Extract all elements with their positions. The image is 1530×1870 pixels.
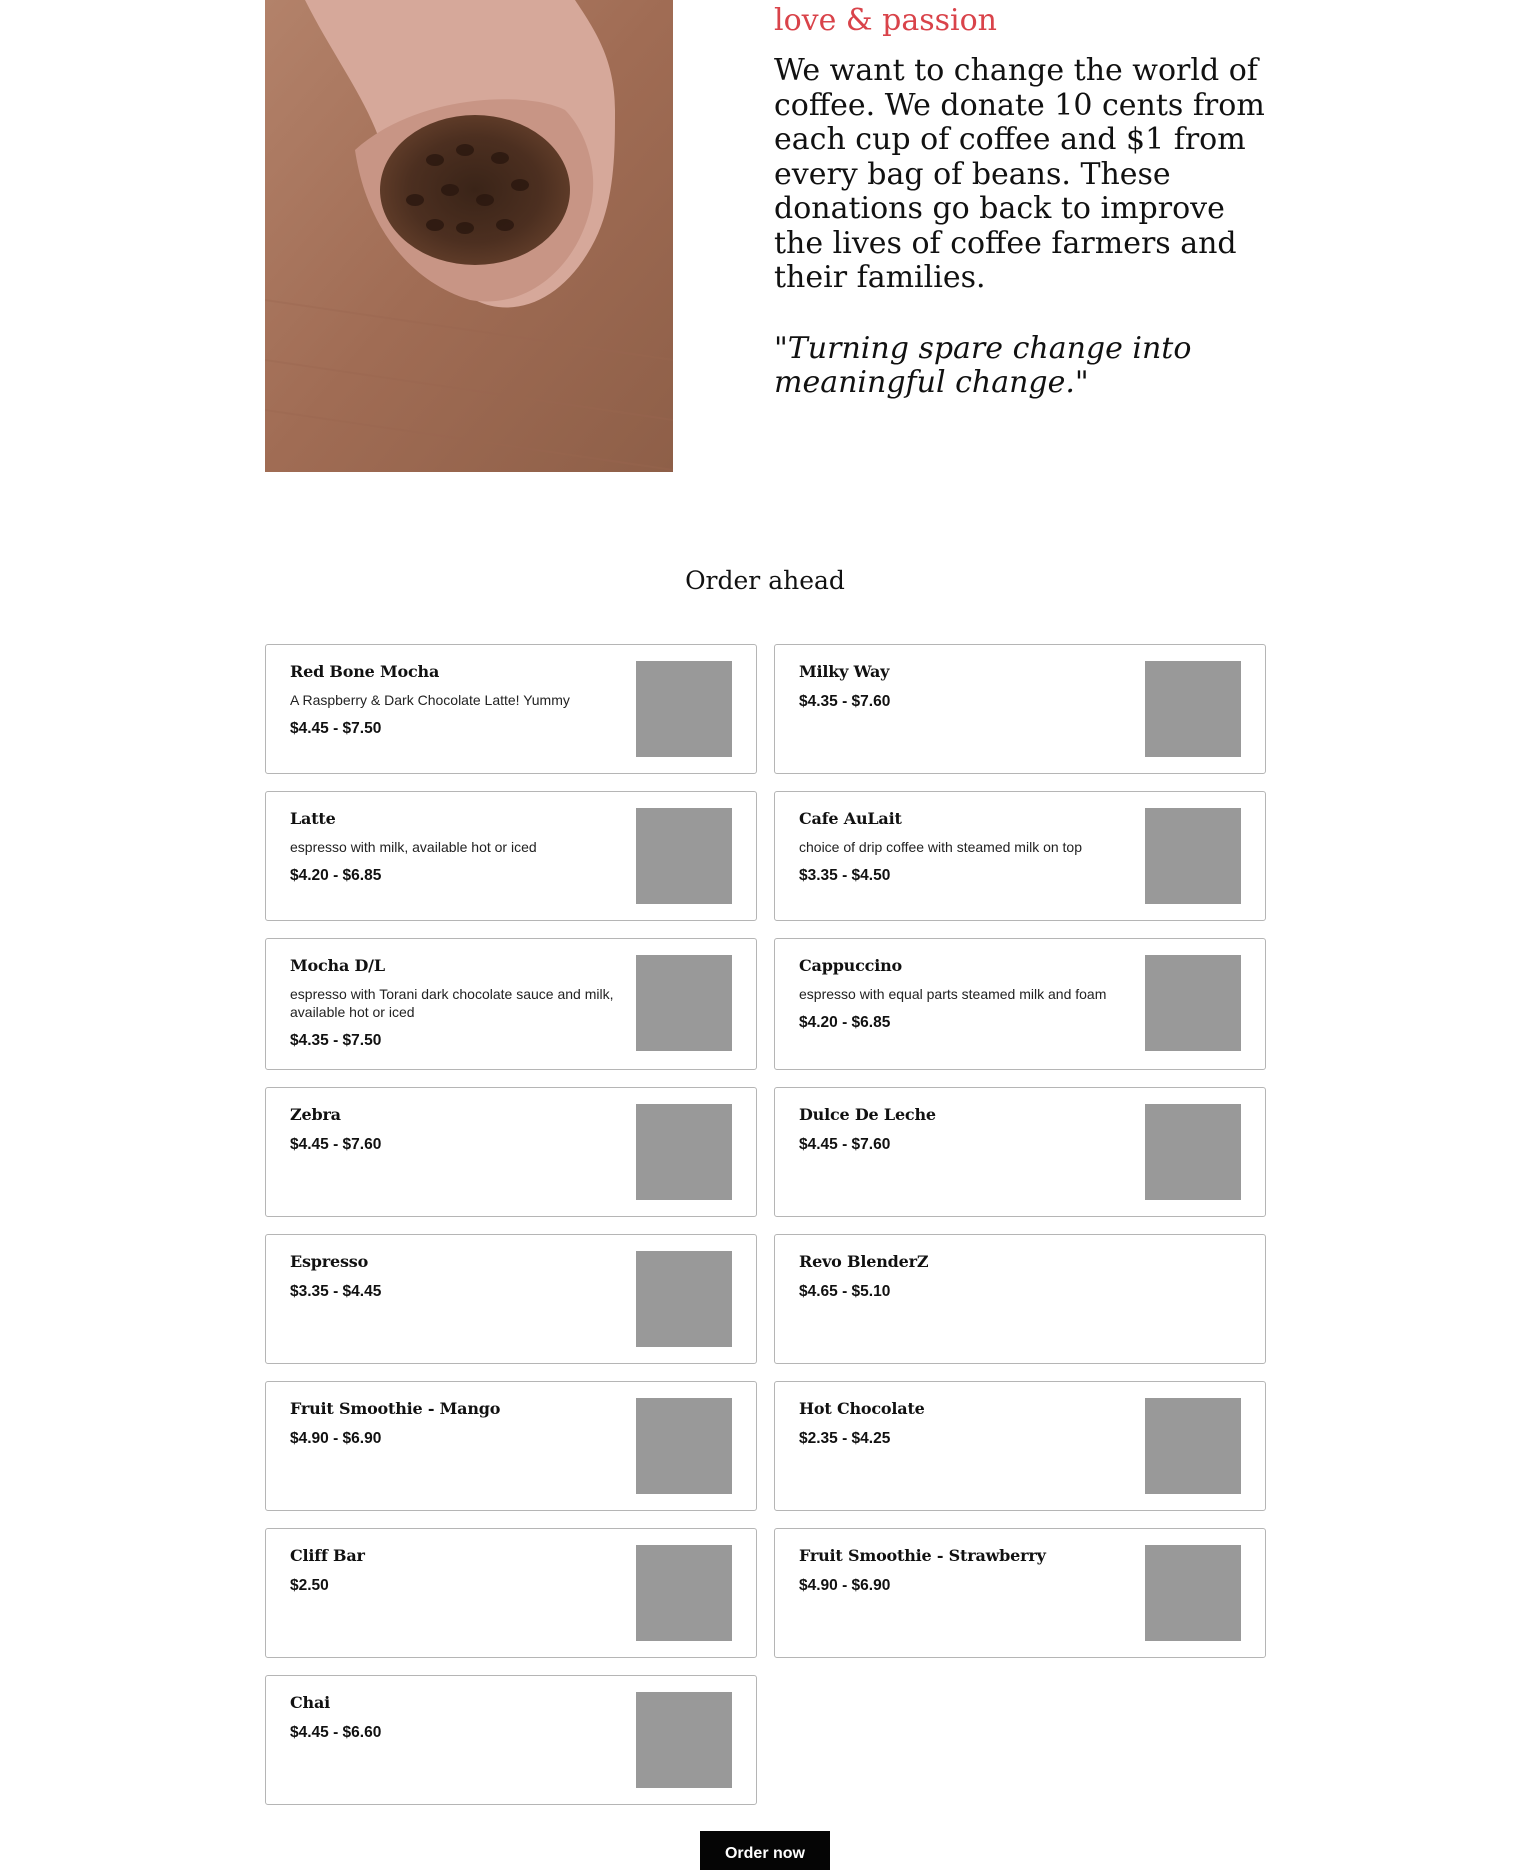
menu-item-card[interactable] <box>774 1234 1266 1364</box>
menu-item-thumbnail <box>636 1251 732 1347</box>
menu-item-thumbnail <box>1145 1104 1241 1200</box>
menu-item-name: Fruit Smoothie - Mango <box>290 1399 501 1418</box>
menu-item-price: $2.50 <box>290 1577 329 1594</box>
menu-item-price: $4.20 - $6.85 <box>290 867 382 884</box>
menu-item-price: $4.45 - $7.60 <box>799 1136 891 1153</box>
menu-item-description: A Raspberry & Dark Chocolate Latte! Yummy <box>290 692 570 708</box>
menu-item-description: espresso with milk, available hot or iced <box>290 839 537 855</box>
menu-item-card[interactable] <box>265 938 757 1070</box>
menu-item-name: Cliff Bar <box>290 1546 365 1565</box>
menu-item-thumbnail <box>636 955 732 1051</box>
menu-item-thumbnail <box>1145 955 1241 1051</box>
menu-item-name: Zebra <box>290 1105 341 1124</box>
menu-item-card[interactable] <box>265 1528 757 1658</box>
menu-item-card[interactable] <box>774 1381 1266 1511</box>
order-ahead-title: Order ahead <box>685 566 845 595</box>
menu-item-name: Cappuccino <box>799 956 902 975</box>
menu-item-description: espresso with Torani dark chocolate sauce and milk, available hot or iced <box>290 986 614 1020</box>
menu-item-name: Hot Chocolate <box>799 1399 925 1418</box>
menu-item-card[interactable] <box>265 1381 757 1511</box>
menu-item-thumbnail <box>636 661 732 757</box>
hero-text <box>774 0 1274 401</box>
menu-item-name: Espresso <box>290 1252 369 1271</box>
menu-item-thumbnail <box>1145 1545 1241 1641</box>
menu-item-description: choice of drip coffee with steamed milk on top <box>799 839 1083 855</box>
hero-body: We want to change the world of coffee. We donate 10 cents from each cup of coffee and $1 from every bag of beans. These donations go back to improve the lives of coffee farmers and their families. <box>774 53 1265 295</box>
menu-item-card[interactable] <box>774 1087 1266 1217</box>
menu-item-thumbnail <box>636 1104 732 1200</box>
menu-item-card[interactable] <box>265 1234 757 1364</box>
menu-item-card[interactable] <box>774 1528 1266 1658</box>
menu-item-price: $2.35 - $4.25 <box>799 1430 891 1447</box>
menu-item-name: Mocha D/L <box>290 956 385 975</box>
menu-item-price: $4.90 - $6.90 <box>799 1577 891 1594</box>
menu-item-thumbnail <box>1145 1398 1241 1494</box>
menu-item-name: Chai <box>290 1693 331 1712</box>
order-now-button[interactable]: Order now <box>700 1831 830 1870</box>
menu-item-name: Cafe AuLait <box>799 809 902 828</box>
menu-item-description: espresso with equal parts steamed milk and foam <box>799 986 1107 1002</box>
menu-item-card[interactable] <box>265 1675 757 1805</box>
menu-item-price: $4.65 - $5.10 <box>799 1283 891 1300</box>
menu-item-price: $4.90 - $6.90 <box>290 1430 382 1447</box>
menu-item-name: Red Bone Mocha <box>290 662 440 681</box>
menu-item-price: $4.45 - $7.60 <box>290 1136 382 1153</box>
menu-item-card[interactable] <box>774 644 1266 774</box>
menu-item-thumbnail <box>1145 661 1241 757</box>
menu-item-thumbnail <box>636 1398 732 1494</box>
menu-item-name: Latte <box>290 809 336 828</box>
menu-item-card[interactable] <box>265 1087 757 1217</box>
menu-item-thumbnail <box>636 1545 732 1641</box>
hero-quote: "Turning spare change into meaningful change." <box>774 330 1192 400</box>
menu-item-price: $4.20 - $6.85 <box>799 1014 891 1031</box>
menu-item-price: $4.35 - $7.60 <box>799 693 891 710</box>
menu-item-card[interactable] <box>774 791 1266 921</box>
menu-grid <box>265 644 1266 1805</box>
menu-item-thumbnail <box>636 1692 732 1788</box>
menu-item-price: $4.45 - $6.60 <box>290 1724 382 1741</box>
menu-item-price: $4.45 - $7.50 <box>290 720 382 737</box>
menu-item-thumbnail <box>1145 808 1241 904</box>
menu-item-price: $3.35 - $4.50 <box>799 867 891 884</box>
coffee-beans-photo <box>265 0 673 472</box>
menu-item-price: $4.35 - $7.50 <box>290 1032 382 1049</box>
menu-item-name: Milky Way <box>799 662 890 681</box>
menu-item-price: $3.35 - $4.45 <box>290 1283 382 1300</box>
menu-item-card[interactable] <box>265 644 757 774</box>
menu-item-name: Dulce De Leche <box>799 1105 936 1124</box>
menu-item-card[interactable] <box>265 791 757 921</box>
hero-kicker: love & passion <box>774 3 997 38</box>
menu-item-thumbnail <box>636 808 732 904</box>
menu-item-card[interactable] <box>774 938 1266 1070</box>
menu-item-name: Revo BlenderZ <box>799 1252 929 1271</box>
menu-item-name: Fruit Smoothie - Strawberry <box>799 1546 1046 1565</box>
